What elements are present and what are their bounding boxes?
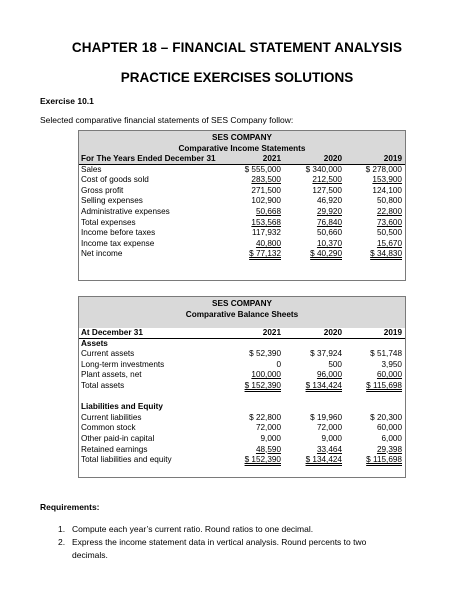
- table-row: [79, 349, 405, 360]
- row-value: 29,920: [316, 206, 342, 216]
- table-row: [79, 165, 405, 176]
- row-value: $ 555,000: [244, 164, 281, 174]
- assets-heading-row: [79, 339, 405, 350]
- row-value: 100,000: [251, 370, 281, 380]
- row-value: 271,500: [251, 185, 281, 195]
- balance-statement-title: Comparative Balance Sheets: [79, 310, 405, 321]
- balance-header-area: [79, 297, 405, 328]
- row-label: Current liabilities: [81, 412, 142, 422]
- requirements-list: [58, 523, 398, 562]
- row-value: 212,500: [312, 175, 342, 185]
- table-row: [79, 186, 405, 197]
- row-value: $ 152,390: [244, 380, 281, 390]
- table-row: [79, 445, 405, 456]
- balance-year-2019: 2019: [383, 328, 402, 337]
- row-value: 60,000: [376, 370, 402, 380]
- exercise-label: Exercise 10.1: [40, 96, 94, 106]
- row-value: 29,398: [376, 444, 402, 454]
- row-label: Plant assets, net: [81, 370, 142, 380]
- chapter-title: CHAPTER 18 – FINANCIAL STATEMENT ANALYSIS: [71, 40, 403, 55]
- row-value: 46,920: [316, 196, 342, 206]
- table-row: [79, 370, 405, 381]
- table-row: [79, 218, 405, 229]
- requirement-item: [58, 523, 398, 536]
- row-label: Selling expenses: [81, 196, 143, 206]
- row-value: $ 152,390: [244, 455, 281, 465]
- row-value: 22,800: [376, 206, 402, 216]
- row-label: Net income: [81, 249, 123, 259]
- row-value: $ 115,698: [366, 380, 402, 390]
- income-column-header: [79, 154, 405, 165]
- table-row: [79, 423, 405, 434]
- income-year-2019: 2019: [383, 154, 402, 163]
- row-label: Retained earnings: [81, 444, 148, 454]
- row-value: 9,000: [321, 433, 342, 443]
- row-value: 50,660: [316, 228, 342, 238]
- balance-period-label: At December 31: [81, 328, 143, 337]
- row-label: Cost of goods sold: [81, 175, 149, 185]
- row-value: 60,000: [376, 423, 402, 433]
- asset-rows: [79, 349, 405, 391]
- table-row: [79, 381, 405, 392]
- row-label: Long-term investments: [81, 359, 165, 369]
- assets-heading: Assets: [81, 338, 108, 348]
- table-row: [79, 360, 405, 371]
- row-label: Total liabilities and equity: [81, 455, 172, 465]
- table-row: [79, 207, 405, 218]
- row-value: $ 51,748: [370, 349, 402, 359]
- row-value: 127,500: [312, 185, 342, 195]
- requirement-text: Compute each year’s current ratio. Round ratios to one decimal.: [72, 524, 314, 534]
- balance-year-2021: 2021: [262, 328, 281, 337]
- intro-text: Selected comparative financial statements of SES Company follow:: [40, 115, 294, 125]
- row-value: 73,600: [376, 217, 402, 227]
- row-label: Sales: [81, 164, 102, 174]
- row-value: $ 37,924: [310, 349, 342, 359]
- requirements-label: Requirements:: [40, 502, 100, 512]
- table-row: [79, 175, 405, 186]
- balance-column-header: [79, 328, 405, 339]
- row-value: 48,590: [255, 444, 281, 454]
- liabilities-heading: Liabilities and Equity: [81, 402, 163, 412]
- income-year-2021: 2021: [262, 154, 281, 163]
- row-value: $ 134,424: [305, 455, 342, 465]
- income-year-2020: 2020: [323, 154, 342, 163]
- requirement-text: Express the income statement data in vertical analysis. Round percents to two decimals.: [72, 537, 367, 560]
- table-row: [79, 228, 405, 239]
- row-value: 40,800: [255, 238, 281, 248]
- row-value: $ 340,000: [305, 164, 342, 174]
- liabilities-heading-row: [79, 402, 405, 413]
- balance-company-name: SES COMPANY: [79, 297, 405, 310]
- row-value: $ 134,424: [305, 380, 342, 390]
- balance-sheet-table: [78, 296, 406, 478]
- row-value: $ 40,290: [310, 249, 342, 259]
- table-row: [79, 249, 405, 260]
- liability-rows: [79, 413, 405, 466]
- row-value: 6,000: [381, 433, 402, 443]
- row-label: Total expenses: [81, 217, 136, 227]
- document-subtitle: PRACTICE EXERCISES SOLUTIONS: [120, 70, 354, 85]
- income-statement-title: Comparative Income Statements: [79, 144, 405, 155]
- row-value: $ 20,300: [370, 412, 402, 422]
- row-value: 153,568: [251, 217, 281, 227]
- table-row: [79, 455, 405, 466]
- row-value: 50,500: [376, 228, 402, 238]
- income-statement-table: [78, 130, 406, 281]
- row-value: $ 19,960: [310, 412, 342, 422]
- row-value: 72,000: [316, 423, 342, 433]
- table-row: [79, 434, 405, 445]
- income-period-label: For The Years Ended December 31: [81, 154, 216, 163]
- requirement-number: 1.: [58, 524, 66, 534]
- table-row: [79, 239, 405, 250]
- income-company-name: SES COMPANY: [79, 131, 405, 144]
- row-value: 76,840: [316, 217, 342, 227]
- table-row: [79, 413, 405, 424]
- requirement-number: 2.: [58, 537, 66, 547]
- row-value: $ 52,390: [249, 349, 281, 359]
- row-label: Total assets: [81, 380, 125, 390]
- row-label: Gross profit: [81, 185, 124, 195]
- row-label: Other paid-in capital: [81, 433, 155, 443]
- row-value: 72,000: [255, 423, 281, 433]
- row-value: $ 278,000: [365, 164, 402, 174]
- requirement-item: [58, 536, 398, 562]
- row-label: Administrative expenses: [81, 206, 170, 216]
- row-label: Common stock: [81, 423, 136, 433]
- row-value: 9,000: [260, 433, 281, 443]
- row-label: Income tax expense: [81, 238, 155, 248]
- row-value: 117,932: [252, 228, 281, 238]
- row-value: 15,670: [376, 238, 402, 248]
- row-value: $ 77,132: [249, 249, 281, 259]
- row-value: 50,800: [376, 196, 402, 206]
- table-row: [79, 196, 405, 207]
- row-value: 283,500: [251, 175, 281, 185]
- row-value: $ 22,800: [249, 412, 281, 422]
- row-value: 153,900: [372, 175, 402, 185]
- income-rows: [79, 165, 405, 260]
- row-value: 33,464: [316, 444, 342, 454]
- spacer-row: [79, 392, 405, 403]
- row-value: 10,370: [316, 238, 342, 248]
- row-value: $ 115,698: [366, 455, 402, 465]
- row-value: 0: [276, 359, 281, 369]
- row-label: Current assets: [81, 349, 135, 359]
- row-label: Income before taxes: [81, 228, 156, 238]
- row-value: 50,668: [255, 206, 281, 216]
- row-value: 500: [328, 359, 342, 369]
- row-value: 102,900: [251, 196, 281, 206]
- row-value: 96,000: [316, 370, 342, 380]
- balance-year-2020: 2020: [323, 328, 342, 337]
- row-value: $ 34,830: [370, 249, 402, 259]
- row-value: 124,100: [372, 185, 402, 195]
- row-value: 3,950: [381, 359, 402, 369]
